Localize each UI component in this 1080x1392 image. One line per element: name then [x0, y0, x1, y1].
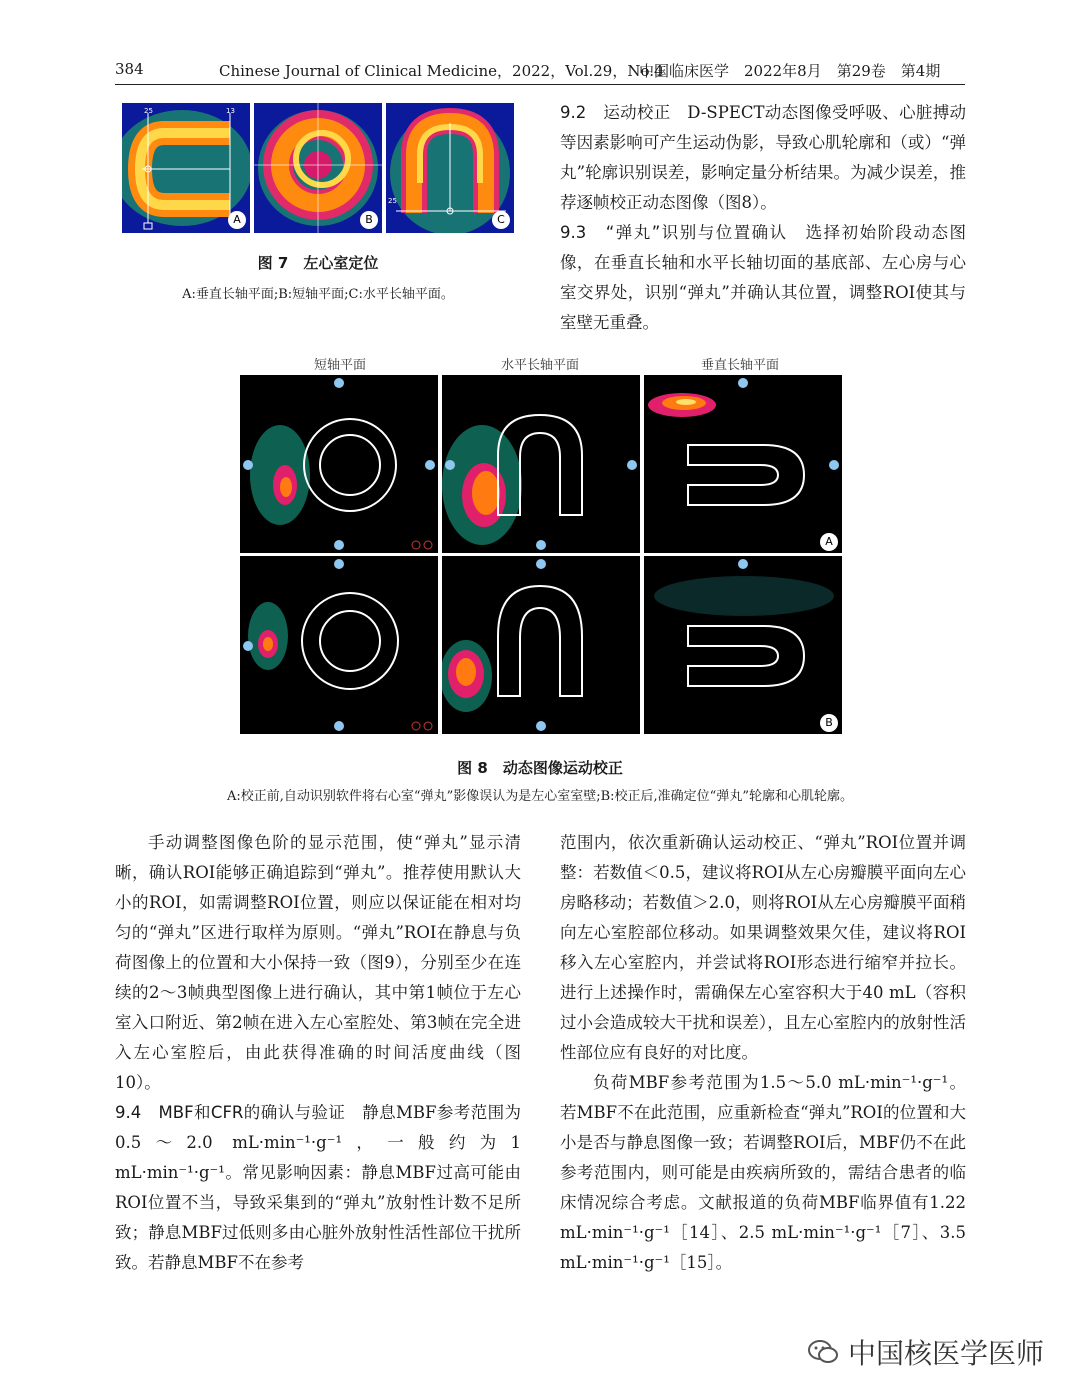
mark-25: 25 — [144, 107, 153, 115]
cell-b-short-axis — [240, 556, 438, 734]
section-9-3-text: 选择初始阶段动态图像，在垂直长轴和水平长轴切面的基底部、左心房与心室交界处，识别“弹丸”并确认其位置，调整ROI使其与室壁无重叠。 — [560, 223, 966, 332]
header-rule — [115, 84, 965, 85]
section-9-2-text: D-SPECT动态图像受呼吸、心脏搏动等因素影响可产生运动伪影，导致心肌轮廓和（或）“弹丸”轮廓识别误差，影响定量分析结果。为减少误差，推荐逐帧校正动态图像（图8）。 — [560, 103, 966, 212]
panel-label-b: B — [360, 211, 378, 229]
figure-7-panel-a — [122, 103, 250, 233]
wechat-icon — [808, 1339, 838, 1365]
panel-label-c: C — [492, 211, 510, 229]
figure-7 — [122, 103, 515, 233]
figure-8-grid — [240, 375, 840, 734]
figure-7-subcaption: A:垂直长轴平面;B:短轴平面;C:水平长轴平面。 — [182, 287, 454, 302]
panel-label-a: A — [228, 211, 246, 229]
right-paragraph-2: 负荷MBF参考范围为1.5～5.0 mL·min⁻¹·g⁻¹。若MBF不在此范围，应重新检查“弹丸”ROI的位置和大小是否与静息图像一致；若调整ROI后，MBF仍不在此参考范围内，则可能是由疾病所致的，需结合患者的临床情况综合考虑。文献报道的负荷MBF临界值有1.22 mL·min⁻¹·g⁻¹［14］、2.5 mL·min⁻¹·g⁻¹［7］、3.5 mL·min⁻¹·g⁻¹［15］。 — [560, 1073, 966, 1272]
left-paragraph-1: 手动调整图像色阶的显示范围，使“弹丸”显示清晰，确认ROI能够正确追踪到“弹丸”。推荐使用默认大小的ROI，如需调整ROI位置，则应以保证能在相对均匀的“弹丸”区进行取样为原则。“弹丸”ROI在静息与负荷图像上的位置和大小保持一致（图9），分别至少在连续的2～3帧典型图像上进行确认，其中第1帧位于左心室入口附近、第2帧在进入左心室腔处、第3帧在完全进入左心室腔后，由此获得准确的时间活度曲线（图10）。 — [115, 833, 521, 1092]
section-9-4-text: 静息MBF参考范围为0.5～2.0 mL·min⁻¹·g⁻¹，一般约为1 mL·min⁻¹·g⁻¹。常见影响因素：静息MBF过高可能由ROI位置不当，导致采集到的“弹丸”放射性计数不足所致；静息MBF过低则多由心脏外放射性活性部位干扰所致。若静息MBF不在参考 — [115, 1103, 522, 1272]
watermark-text: 中国核医学医师 — [848, 1337, 1045, 1370]
cell-b-vertical-long-axis — [644, 556, 842, 734]
cell-b-horizontal-long-axis — [442, 556, 640, 734]
figure-7-panel-c — [386, 103, 514, 233]
figure-7-panel-b — [254, 103, 382, 233]
figure-8-subcaption: A:校正前,自动识别软件将右心室“弹丸”影像误认为是左心室室壁;B:校正后,准确定位“弹丸”轮廓和心肌轮廓。 — [227, 789, 853, 804]
right-paragraph-1: 范围内，依次重新确认运动校正、“弹丸”ROI位置并调整：若数值＜0.5，建议将ROI从左心房瓣膜平面向左心房略移动；若数值＞2.0，则将ROI从左心房瓣膜平面稍向左心室腔部位移动。如果调整效果欠佳，建议将ROI移入左心室腔内，并尝试将ROI形态进行缩窄并拉长。进行上述操作时，需确保左心室容积大于40 mL（容积过小会造成较大干扰和误差），且左心室腔内的放射性活性部位应有良好的对比度。 — [560, 833, 966, 1062]
left-column-body — [115, 828, 521, 1278]
journal-en: Chinese Journal of Clinical Medicine，2022，Vol.29，No.4 — [219, 62, 664, 80]
watermark — [808, 1332, 1044, 1372]
mark-25c: 25 — [388, 197, 397, 205]
figure-8 — [240, 354, 840, 734]
journal-cn: 中国临床医学 2022年8月 第29卷 第4期 — [639, 62, 941, 80]
section-9-4-heading: 9.4 MBF和CFR的确认与验证 — [115, 1103, 346, 1122]
right-column-body — [560, 828, 966, 1278]
section-9-3-heading: 9.3 “弹丸”识别与位置确认 — [560, 223, 788, 242]
cell-a-vertical-long-axis — [644, 375, 842, 553]
running-header — [115, 60, 965, 84]
section-9-2-heading: 9.2 运动校正 — [560, 103, 671, 122]
cell-a-horizontal-long-axis — [442, 375, 640, 553]
column-label-vertical-long-axis: 垂直长轴平面 — [700, 358, 779, 373]
figure-8-caption: 图 8 动态图像运动校正 — [457, 759, 623, 777]
right-column-top — [560, 98, 966, 338]
page-number: 384 — [115, 60, 144, 78]
column-label-short-axis: 短轴平面 — [313, 358, 366, 373]
mark-13: 13 — [226, 107, 235, 115]
row-label-a: A — [820, 533, 838, 551]
row-label-b: B — [820, 714, 838, 732]
figure-7-caption: 图 7 左心室定位 — [257, 254, 379, 272]
column-label-horizontal-long-axis: 水平长轴平面 — [500, 358, 579, 373]
cell-a-short-axis — [240, 375, 438, 553]
